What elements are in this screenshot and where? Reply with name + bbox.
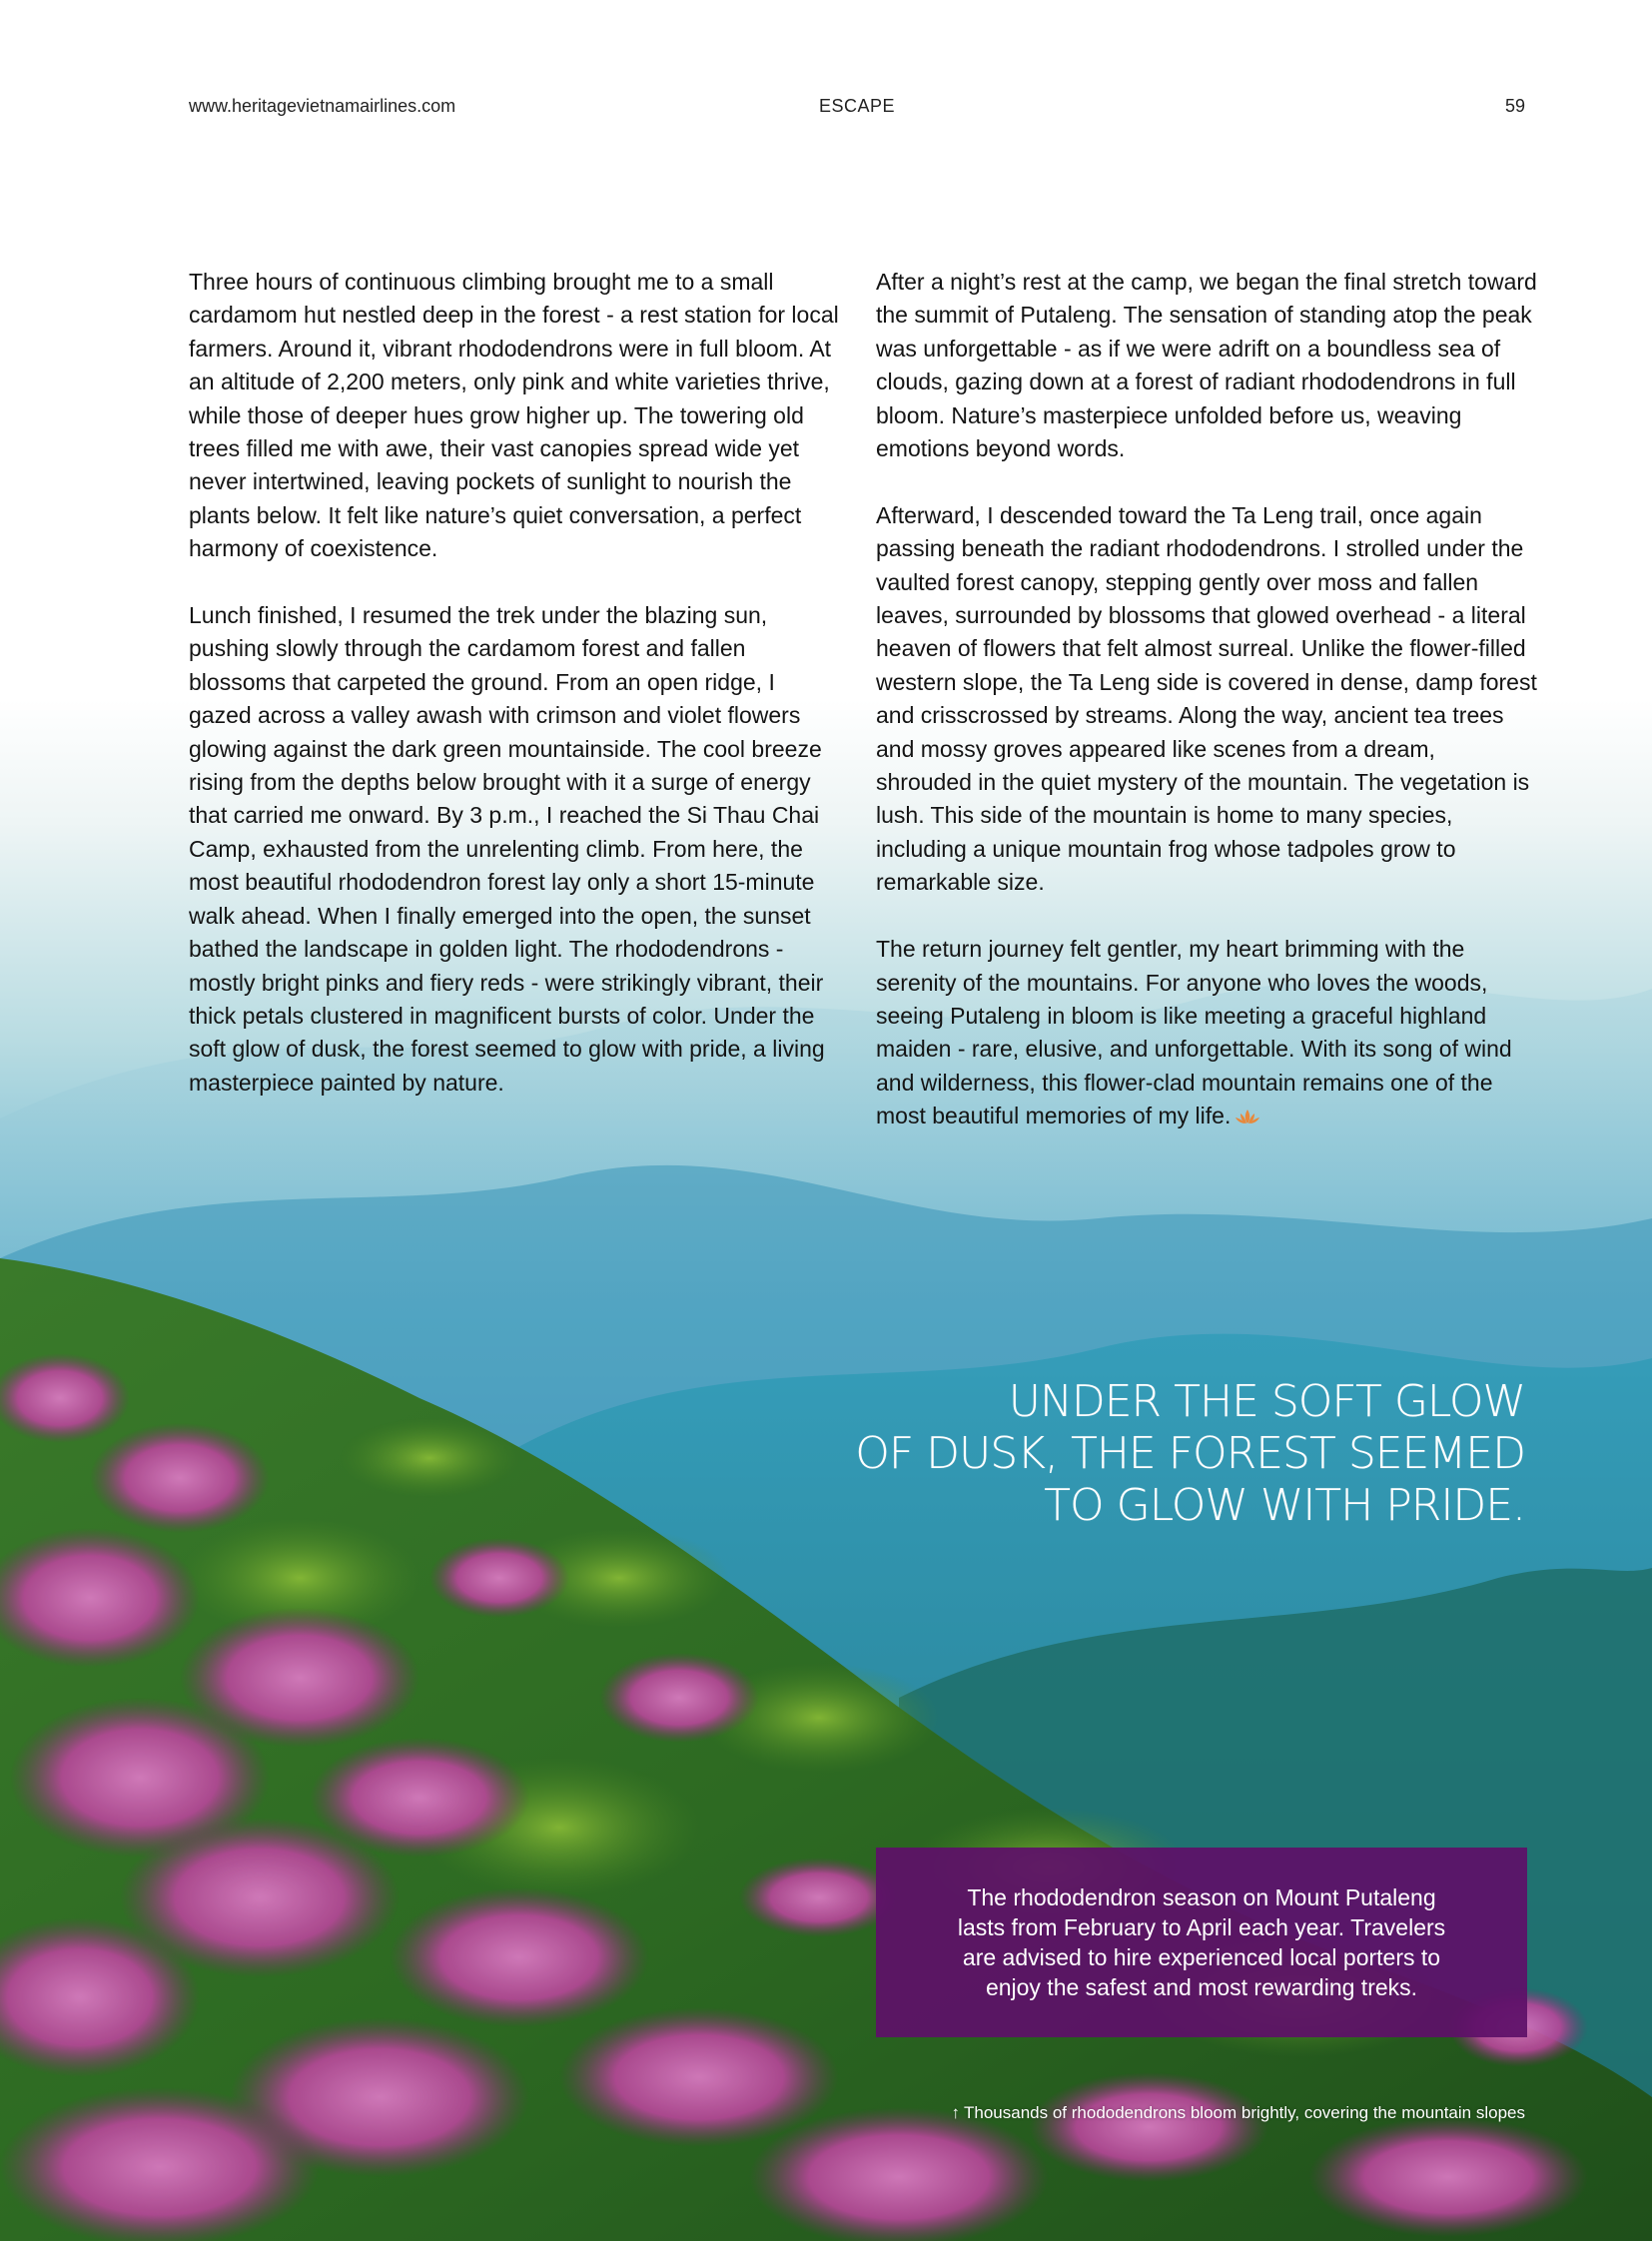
paragraph: Three hours of continuous climbing brought me to a small cardamom hut nestled deep in the forest - a rest station for local farmers. Around it, vibrant rhododendrons were in full bloom. At an altitude of 2,200 meters, only pink and white varieties thrive, while those of deeper hues grow higher up. The towering old trees filled me with awe, their vast canopies spread wide yet never intertwined, leaving pockets of sunlight to nourish the plants below. It felt like nature’s quiet conversation, a perfect harmony of coexistence. (189, 269, 839, 562)
site-url[interactable]: www.heritagevietnamairlines.com (189, 96, 456, 116)
page-number: 59 (1504, 96, 1525, 116)
info-box (876, 1848, 1527, 2037)
info-box-text: The rhododendron season on Mount Putaleng lasts from February to April each year. Travelers are advised to hire experienced local porters to enjoy the safest and most rewarding treks. (957, 1884, 1446, 2000)
photo-caption (952, 2103, 1525, 2123)
pull-quote (806, 1376, 1525, 1532)
paragraph-text: The return journey felt gentler, my heart brimming with the serenity of the mountains. For anyone who loves the woods, seeing Putaleng in bloom is like meeting a graceful highland maiden - rare, elusive, and unforgettable. With its song of wind and wilderness, this flower-clad mountain remains one of the most beautiful memories of my life. (876, 936, 1512, 1129)
left-column (189, 266, 843, 1133)
paragraph: Afterward, I descended toward the Ta Leng trail, once again passing beneath the radiant rhododendrons. I strolled under the vaulted forest canopy, stepping gently over moss and fallen leaves, surrounded by blossoms that glowed overhead - a literal heaven of flowers that felt almost surreal. Unlike the flower-filled western slope, the Ta Leng side is covered in dense, damp forest and crisscrossed by streams. Along the way, ancient tea trees and mossy groves appeared like scenes from a dream, shrouded in the quiet mystery of the mountain. The vegetation is lush. This side of the mountain is home to many species, including a unique mountain frog whose tadpoles grow to remarkable size. (876, 501, 1537, 896)
pull-quote-line: TO GLOW WITH PRIDE. (1044, 1480, 1525, 1531)
pull-quote-line: UNDER THE SOFT GLOW (1008, 1376, 1525, 1427)
paragraph: Lunch finished, I resumed the trek under the blazing sun, pushing slowly through the cardamom forest and fallen blossoms that carpeted the ground. From an open ridge, I gazed across a valley awash with crimson and violet flowers glowing against the dark green mountainside. The cool breeze rising from the depths below brought with it a surge of energy that carried me onward. By 3 p.m., I reached the Si Thau Chai Camp, exhausted from the unrelenting climb. From here, the most beautiful rhododendron forest lay only a short 15-minute walk ahead. When I finally emerged into the open, the sunset bathed the landscape in golden light. The rhododendrons - mostly bright pinks and fiery reds - were strikingly vibrant, their thick petals clustered in magnificent bursts of color. Under the soft glow of dusk, the forest seemed to glow with pride, a living masterpiece painted by nature. (189, 602, 825, 1096)
section-label: ESCAPE (818, 96, 896, 116)
lotus-icon (1235, 1108, 1260, 1125)
right-column (876, 266, 1537, 1166)
arrow-up-icon: ↑ (951, 2103, 961, 2122)
page-header (189, 96, 1525, 120)
pull-quote-line: OF DUSK, THE FOREST SEEMED (855, 1428, 1525, 1479)
caption-text: Thousands of rhododendrons bloom brightly, covering the mountain slopes (964, 2103, 1525, 2122)
paragraph-final (876, 933, 1537, 1132)
paragraph: After a night’s rest at the camp, we began the final stretch toward the summit of Putaleng. The sensation of standing atop the peak was unforgettable - as if we were adrift on a boundless sea of clouds, gazing down at a forest of radiant rhododendrons in full bloom. Nature’s masterpiece unfolded before us, weaving emotions beyond words. (876, 269, 1537, 462)
